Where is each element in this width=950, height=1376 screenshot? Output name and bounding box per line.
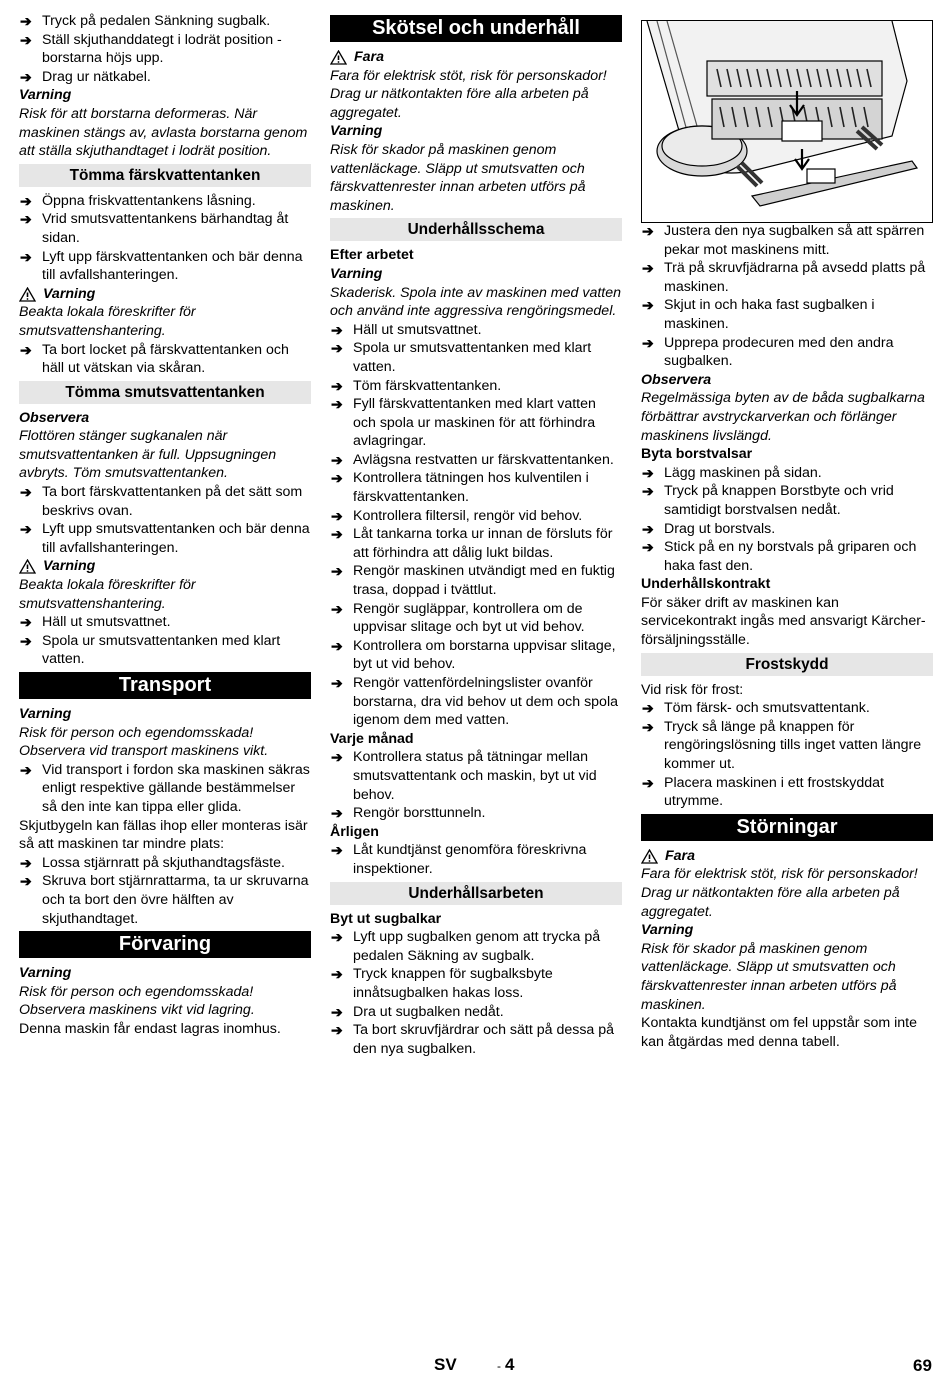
instruction-step: ➔ Lyft upp sugbalken genom att trycka på pedalen Säkning av sugbalk. (330, 928, 622, 965)
section-heading: Transport (19, 672, 311, 699)
instruction-step: ➔ Dra ut sugbalken nedåt. (330, 1003, 622, 1022)
instruction-step: ➔ Justera den nya sugbalken så att spärren pekar mot maskinens mitt. (641, 222, 933, 259)
notice-label: Varning (19, 706, 72, 722)
instruction-step: ➔ Rengör sugläppar, kontrollera om de uppvisar slitage och byt ut vid behov. (330, 600, 622, 637)
notice-text: Skaderisk. Spola inte av maskinen med vatten och använd inte aggressiva rengöringsmedel. (330, 284, 621, 320)
footer-page-label: 4 (505, 1355, 515, 1374)
notice-text: Flottören stänger sugkanalen när smutsvattentanken är full. Uppsugningen avbryts. Töm smutsvattentanken. (19, 428, 277, 482)
instruction-step: ➔ Drag ur nätkabel. (19, 68, 311, 87)
section-heading: Förvaring (19, 931, 311, 958)
notice-text: Beakta lokala föreskrifter för smutsvattenshantering. (19, 304, 196, 339)
instruction-step: ➔ Vid transport i fordon ska maskinen säkras enligt respektive gällande bestämmelser så den inte kan tippa eller glida. (19, 761, 311, 817)
footer-page-number: 69 (913, 1356, 932, 1375)
footer-dash: - (497, 1359, 501, 1373)
subheading: Byt ut sugbalkar (330, 910, 442, 927)
subsection-heading: Frostskydd (641, 653, 933, 676)
paragraph: Kontakta kundtjänst om fel uppstår som inte kan åtgärdas med denna tabell. (641, 1015, 918, 1050)
instruction-step: ➔ Trä på skruvfjädrarna på avsedd platts på maskinen. (641, 259, 933, 296)
instruction-step: ➔ Tryck på pedalen Sänkning sugbalk. (19, 12, 311, 31)
paragraph: Vid risk för frost: (641, 681, 744, 698)
notice-text: Fara för elektrisk stöt, risk för personskador! (330, 67, 607, 84)
instruction-step: ➔ Stick på en ny borstvals på griparen och haka fast den. (641, 538, 933, 575)
paragraph: Denna maskin får endast lagras inomhus. (19, 1020, 281, 1037)
notice-text: Beakta lokala föreskrifter för smutsvattenshantering. (19, 577, 196, 612)
notice-text: Risk för skador på maskinen genom vattenläckage. Släpp ut smutsvatten och färskvattenrester innan arbeten utförs på maskinen. (330, 141, 586, 214)
warning-label-text: Varning (43, 558, 96, 575)
instruction-step: ➔ Spola ur smutsvattentanken med klart vatten. (19, 632, 311, 669)
notice-label: Observera (19, 409, 90, 426)
instruction-step: ➔ Öppna friskvattentankens låsning. (19, 192, 311, 211)
subsection-heading: Underhållsarbeten (330, 882, 622, 905)
instruction-step: ➔ Häll ut smutsvattnet. (19, 613, 311, 632)
subheading: Årligen (330, 823, 379, 840)
instruction-step: ➔ Ställ skjuthanddategt i lodrät position - borstarna höjs upp. (19, 31, 311, 68)
instruction-step: ➔ Lägg maskinen på sidan. (641, 464, 933, 483)
instruction-step: ➔ Låt tankarna torka ur innan de försluts för att förhindra att dålig lukt bildas. (330, 525, 622, 562)
warning-icon (641, 849, 658, 864)
instruction-step: ➔ Ta bort färskvattentanken på det sätt som beskrivs ovan. (19, 483, 311, 520)
instruction-step: ➔ Placera maskinen i ett frostskyddat utrymme. (641, 774, 933, 811)
notice-label: Varning (641, 922, 694, 939)
footer-section-page (497, 1356, 514, 1376)
warning-label-text: Varning (43, 285, 96, 302)
warning-label-text: Fara (665, 847, 695, 864)
notice-label: Varning (330, 123, 383, 140)
instruction-step: ➔ Drag ut borstvals. (641, 520, 933, 539)
subsection-heading: Tömma smutsvattentanken (19, 381, 311, 404)
instruction-step: ➔ Lyft upp färskvattentanken och bär denna till avfallshanteringen. (19, 248, 311, 285)
notice-text: Drag ur nätkontakten före alla arbeten på aggregatet. (641, 885, 900, 920)
warning-label (641, 847, 933, 866)
instruction-step: ➔ Tryck på knappen Borstbyte och vrid samtidigt borstvalsen nedåt. (641, 482, 933, 519)
instruction-step: ➔ Häll ut smutsvattnet. (330, 321, 622, 340)
instruction-step: ➔ Kontrollera tätningen hos kulventilen i färskvattentanken. (330, 469, 622, 506)
section-heading: Störningar (641, 814, 933, 841)
column-right (641, 222, 933, 1051)
instruction-step: ➔ Ta bort skruvfjärdrar och sätt på dessa på den nya sugbalken. (330, 1021, 622, 1058)
instruction-step: ➔ Tryck så länge på knappen för rengöringslösning tills inget vatten längre kommer ut. (641, 718, 933, 774)
instruction-step: ➔ Kontrollera om borstarna uppvisar slitage, byt ut vid behov. (330, 637, 622, 674)
instruction-step: ➔ Lossa stjärnratt på skjuthandtagsfäste. (19, 854, 311, 873)
notice-text: Drag ur nätkontakten före alla arbeten på aggregatet. (330, 86, 589, 121)
instruction-step: ➔ Töm färsk- och smutsvattentank. (641, 699, 933, 718)
subsection-heading: Tömma färskvattentanken (19, 164, 311, 187)
notice-label: Varning (19, 965, 72, 982)
footer-language: SV (434, 1355, 457, 1374)
instruction-step: ➔ Rengör borsttunneln. (330, 804, 622, 823)
instruction-step: ➔ Tryck knappen för sugbalksbyte innåtsugbalken hakas loss. (330, 965, 622, 1002)
notice-label: Varning (330, 265, 383, 282)
squeegee-replacement-figure (641, 20, 933, 223)
notice-text: Risk för skador på maskinen genom vattenläckage. Släpp ut smutsvatten och färskvattenrester innan arbeten utförs på maskinen. (641, 940, 897, 1013)
warning-icon (330, 50, 347, 65)
section-heading: Skötsel och underhåll (330, 15, 622, 42)
instruction-step: ➔ Vrid smutsvattentankens bärhandtag åt sidan. (19, 210, 311, 247)
warning-label (19, 557, 311, 576)
instruction-step: ➔ Avlägsna restvatten ur färskvattentanken. (330, 451, 622, 470)
instruction-step: ➔ Lyft upp smutsvattentanken och bär denna till avfallshanteringen. (19, 520, 311, 557)
instruction-step: ➔ Kontrollera status på tätningar mellan smutsvattentank och maskin, byt ut vid behov. (330, 748, 622, 804)
instruction-step: ➔ Upprepa prodecuren med den andra sugbalken. (641, 334, 933, 371)
instruction-step: ➔ Skjut in och haka fast sugbalken i maskinen. (641, 296, 933, 333)
column-left (19, 12, 311, 1039)
notice-text: Regelmässiga byten av de båda sugbalkarna förbättrar avstryckarverkan och förlänger maskinens livslängd. (641, 390, 925, 444)
notice-text: Fara för elektrisk stöt, risk för personskador! (641, 866, 918, 883)
instruction-step: ➔ Rengör vattenfördelningslister ovanför borstarna, dra vid behov ut dem och spola igenom dem med vatten. (330, 674, 622, 730)
notice-text: Risk för person och egendomsskada! Observera vid transport maskinens vikt. (19, 724, 269, 760)
column-middle (330, 12, 622, 1058)
instruction-step: ➔ Töm färskvattentanken. (330, 377, 622, 396)
subheading: Varje månad (330, 730, 414, 747)
paragraph: Skjutbygeln kan fällas ihop eller monteras isär så att maskinen tar mindre plats: (19, 817, 308, 853)
notice-text: Risk för att borstarna deformeras. När maskinen stängs av, avlasta borstarna genom att ställa skjuthandtaget i lodrät position. (19, 105, 308, 160)
instruction-step: ➔ Skruva bort stjärnrattarma, ta ur skruvarna och ta bort den övre hälften av skjuthandtaget. (19, 872, 311, 928)
instruction-step: ➔ Rengör maskinen utvändigt med en fuktig trasa, doppad i tvättlut. (330, 562, 622, 599)
instruction-step: ➔ Kontrollera filtersil, rengör vid behov. (330, 507, 622, 526)
notice-text: Risk för person och egendomsskada! Observera maskinens vikt vid lagring. (19, 983, 255, 1019)
subsection-heading: Underhållsschema (330, 218, 622, 241)
paragraph: För säker drift av maskinen kan servicekontrakt ingås med ansvarigt Kärcher-försäljningsställe. (641, 594, 926, 649)
warning-label (330, 48, 622, 67)
subheading: Efter arbetet (330, 247, 414, 264)
subheading: Byta borstvalsar (641, 446, 753, 463)
instruction-step: ➔ Fyll färskvattentanken med klart vatten och spola ur maskinen för att förhindra avlagringar. (330, 395, 622, 451)
subheading: Underhållskontrakt (641, 576, 771, 593)
instruction-step: ➔ Ta bort locket på färskvattentanken och häll ut vätskan via skåran. (19, 341, 311, 378)
notice-label: Varning (19, 87, 72, 104)
instruction-step: ➔ Spola ur smutsvattentanken med klart vatten. (330, 339, 622, 376)
machine-underside-illustration (642, 21, 933, 223)
warning-label (19, 285, 311, 304)
notice-label: Observera (641, 371, 712, 388)
warning-label-text: Fara (354, 49, 384, 65)
warning-icon (19, 287, 36, 302)
instruction-step: ➔ Låt kundtjänst genomföra föreskrivna inspektioner. (330, 841, 622, 878)
warning-icon (19, 559, 36, 574)
